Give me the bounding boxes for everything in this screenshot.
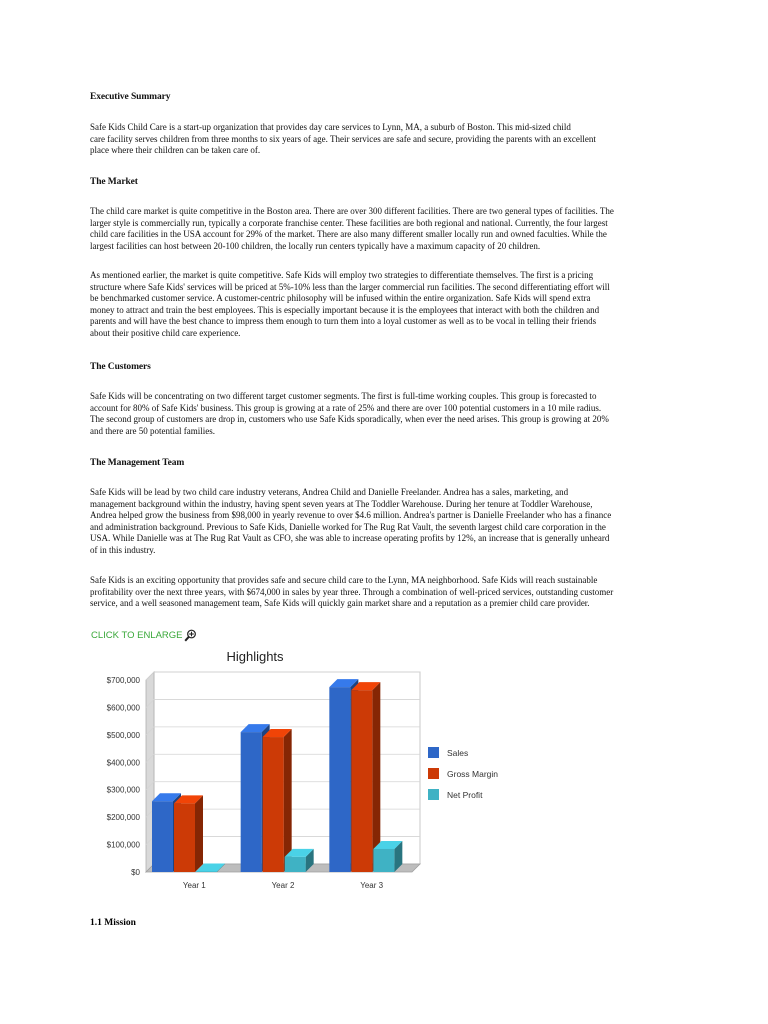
x-tick-label: Year 3 bbox=[360, 881, 384, 890]
magnifier-plus-icon[interactable] bbox=[184, 629, 197, 642]
bar-front bbox=[152, 801, 173, 872]
bar-side bbox=[284, 729, 292, 872]
paragraph bbox=[90, 206, 676, 252]
text-line: parents and will have the best chance to impress them enough to turn them into a loyal customer as well as to be vocal in telling their friends bbox=[90, 316, 597, 327]
text-line: money to attract and train the best employees. This is especially important because it is the employees that interact with both the children and bbox=[90, 304, 600, 315]
text-line: USA. While Danielle was at The Rug Rat Vault as CFO, she was able to increase operating profits by 12%, an increase that is generally unheard bbox=[90, 533, 610, 544]
text-line: about their positive child care experience. bbox=[90, 327, 241, 338]
y-tick-label: $200,000 bbox=[106, 813, 140, 823]
y-tick-label: $0 bbox=[131, 868, 140, 877]
bar-front bbox=[329, 687, 350, 872]
bar-front bbox=[263, 737, 284, 872]
section-heading: The Customers bbox=[90, 362, 151, 372]
text-line: and administration background. Previous to Safe Kids, Danielle worked for The Rug Rat Vault, the seventh largest child care corporation in the bbox=[90, 521, 606, 532]
text-line: Safe Kids is an exciting opportunity that provides safe and secure child care to the Lynn, MA neighborhood. Safe Kids will reach sustainable bbox=[90, 575, 598, 585]
bar bbox=[174, 795, 203, 872]
next-section-heading: 1.1 Mission bbox=[90, 918, 136, 928]
y-tick-label: $100,000 bbox=[106, 840, 140, 850]
paragraph bbox=[90, 270, 676, 340]
text-line: profitability over the next three years, with $674,000 in sales by year three. Through a combination of well-priced services, outstanding customer bbox=[90, 586, 614, 597]
text-line: child care facilities in the USA account for 29% of the market. There are also many different smaller locally run and owned faculties. While the bbox=[90, 229, 607, 240]
text-line: larger style is commercially run, typically a corporate franchise center. These facilities are both regional and national. Currently, the four largest bbox=[90, 217, 608, 228]
paragraph bbox=[90, 575, 676, 610]
text-line: Andrea helped grow the business from $98,000 in yearly revenue to over $4.6 million. Andrea's partner is Danielle Freelander who has a finance bbox=[90, 510, 612, 521]
legend-label: Gross Margin bbox=[447, 769, 499, 779]
bar bbox=[351, 682, 380, 872]
legend-label: Sales bbox=[447, 748, 469, 758]
text-line: care facility serves children from three months to six years of age. Their services are safe and secure, providing the parents with an excellent bbox=[90, 133, 596, 144]
legend-swatch bbox=[428, 768, 439, 779]
chart-title: Highlights bbox=[226, 649, 284, 664]
highlights-chart bbox=[90, 644, 530, 900]
chart-legend bbox=[428, 747, 498, 800]
bar-front bbox=[285, 857, 306, 872]
text-line: and there are 50 potential families. bbox=[90, 425, 215, 436]
bar-front bbox=[196, 871, 217, 872]
x-tick-label: Year 1 bbox=[182, 881, 206, 890]
text-line: account for 80% of Safe Kids' business. This group is growing at a rate of 25% and there are over 100 potential customers in a 10 mile radius. bbox=[90, 402, 602, 413]
paragraph bbox=[90, 391, 676, 437]
legend-swatch bbox=[428, 747, 439, 758]
text-line: service, and a well seasoned management team, Safe Kids will quickly gain market share and a reputation as a premier child care provider. bbox=[90, 598, 590, 609]
bar-front bbox=[373, 849, 394, 872]
text-line: place where their children can be taken care of. bbox=[90, 145, 261, 156]
legend-swatch bbox=[428, 789, 439, 800]
bar-side bbox=[195, 795, 203, 872]
click-to-enlarge-label[interactable]: CLICK TO ENLARGE bbox=[91, 629, 183, 641]
y-tick-label: $300,000 bbox=[106, 785, 140, 795]
text-line: of in this industry. bbox=[90, 544, 156, 555]
bar-front bbox=[351, 690, 372, 872]
paragraph bbox=[90, 487, 676, 557]
text-line: Safe Kids Child Care is a start-up organization that provides day care services to Lynn, MA, a suburb of Boston. This mid-sized child bbox=[90, 122, 571, 132]
text-line: Safe Kids will be lead by two child care industry veterans, Andrea Child and Danielle Freelander. Andrea has a sales, marketing, and bbox=[90, 487, 569, 497]
text-line: The child care market is quite competitive in the Boston area. There are over 300 different facilities. There are two general types of facilities. The bbox=[90, 206, 614, 216]
text-line: Safe Kids will be concentrating on two different target customer segments. The first is full-time working couples. This group is forecasted to bbox=[90, 391, 597, 401]
section-heading: The Management Team bbox=[90, 458, 185, 468]
text-line: largest facilities can host between 20-100 children, the locally run centers typically have a maximum capacity of 20 children. bbox=[90, 240, 541, 251]
text-line: The second group of customers are drop in, customers who use Safe Kids sporadically, when ever the need arises. This group is growing at 20% bbox=[90, 414, 609, 425]
paragraph bbox=[90, 122, 676, 157]
y-tick-label: $400,000 bbox=[106, 758, 140, 768]
text-line: management background within the industry, having spent seven years at The Toddler Warehouse. During her tenure at Toddler Warehouse, bbox=[90, 498, 593, 509]
y-tick-label: $500,000 bbox=[106, 730, 140, 740]
section-heading: Executive Summary bbox=[90, 92, 171, 102]
plot-area bbox=[107, 672, 420, 890]
y-tick-label: $700,000 bbox=[106, 676, 140, 685]
text-line: As mentioned earlier, the market is quite competitive. Safe Kids will employ two strategies to differentiate themselves. The first is a pricing bbox=[90, 270, 594, 280]
bar bbox=[263, 729, 292, 872]
x-tick-label: Year 2 bbox=[271, 881, 295, 890]
text-line: structure where Safe Kids' services will be priced at 5%-10% less than the larger commercial run facilities. The second differentiating effort will bbox=[90, 281, 610, 292]
click-to-enlarge-link[interactable] bbox=[91, 628, 197, 642]
bar bbox=[373, 841, 402, 872]
legend-label: Net Profit bbox=[447, 790, 483, 800]
bar-front bbox=[241, 732, 262, 872]
section-heading: The Market bbox=[90, 177, 138, 187]
text-line: be benchmarked customer service. A customer-centric philosophy will be infused within the entire organization. Safe Kids will spend extra bbox=[90, 293, 591, 304]
bar-front bbox=[174, 803, 195, 872]
y-tick-label: $600,000 bbox=[106, 703, 140, 713]
